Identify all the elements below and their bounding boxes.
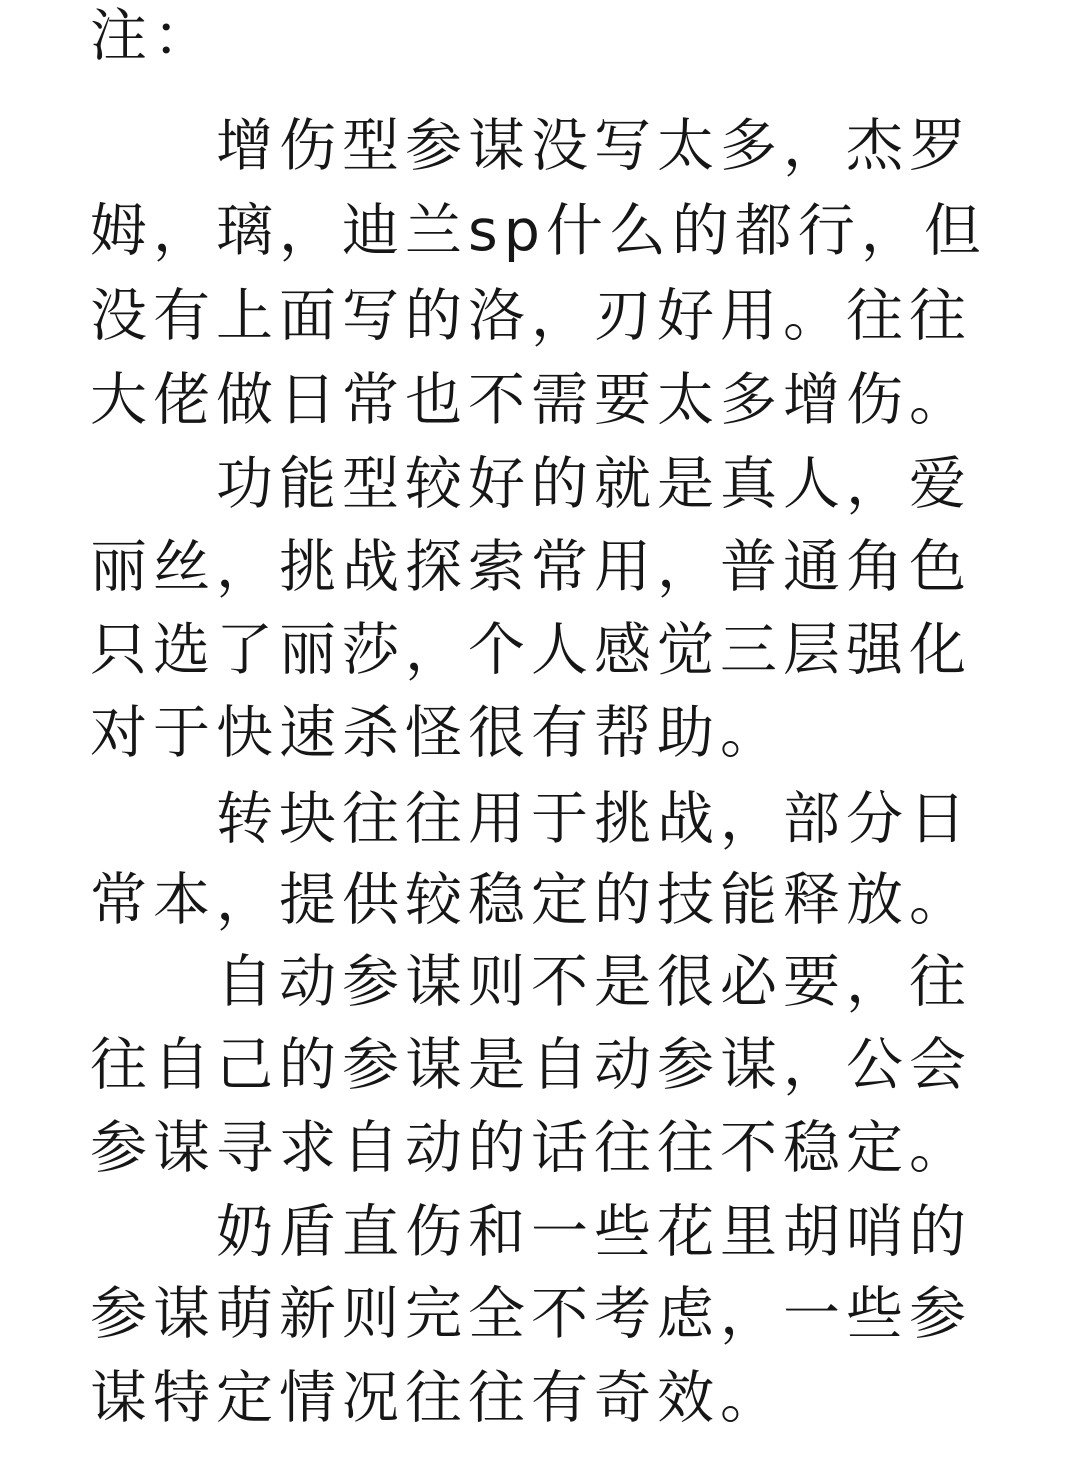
note-line: 自动参谋则不是很必要，往 (216, 949, 972, 1015)
note-line: 丽丝，挑战探索常用，普通角色 (90, 534, 972, 600)
note-line: 增伤型参谋没写太多，杰罗 (216, 113, 972, 179)
note-line: 常本，提供较稳定的技能释放。 (90, 867, 972, 933)
note-line: 对于快速杀怪很有帮助。 (90, 700, 783, 766)
note-line: 转块往往用于挑战，部分日 (216, 786, 972, 852)
note-line: 大佬做日常也不需要太多增伤。 (90, 367, 972, 433)
note-line: 参谋萌新则完全不考虑，一些参 (90, 1281, 972, 1347)
note-line: 奶盾直伤和一些花里胡哨的 (216, 1199, 972, 1265)
note-line: 只选了丽莎，个人感觉三层强化 (90, 617, 972, 683)
note-line: 没有上面写的洛，刃好用。往往 (90, 283, 972, 349)
note-line: 功能型较好的就是真人，爱 (216, 451, 972, 517)
note-line: 谋特定情况往往有奇效。 (90, 1365, 783, 1431)
note-line: 往自己的参谋是自动参谋，公会 (90, 1032, 972, 1098)
note-label: 注： (90, 3, 216, 69)
note-line: 参谋寻求自动的话往往不稳定。 (90, 1115, 972, 1181)
note-line: 姆，璃，迪兰sp什么的都行，但 (90, 198, 987, 264)
